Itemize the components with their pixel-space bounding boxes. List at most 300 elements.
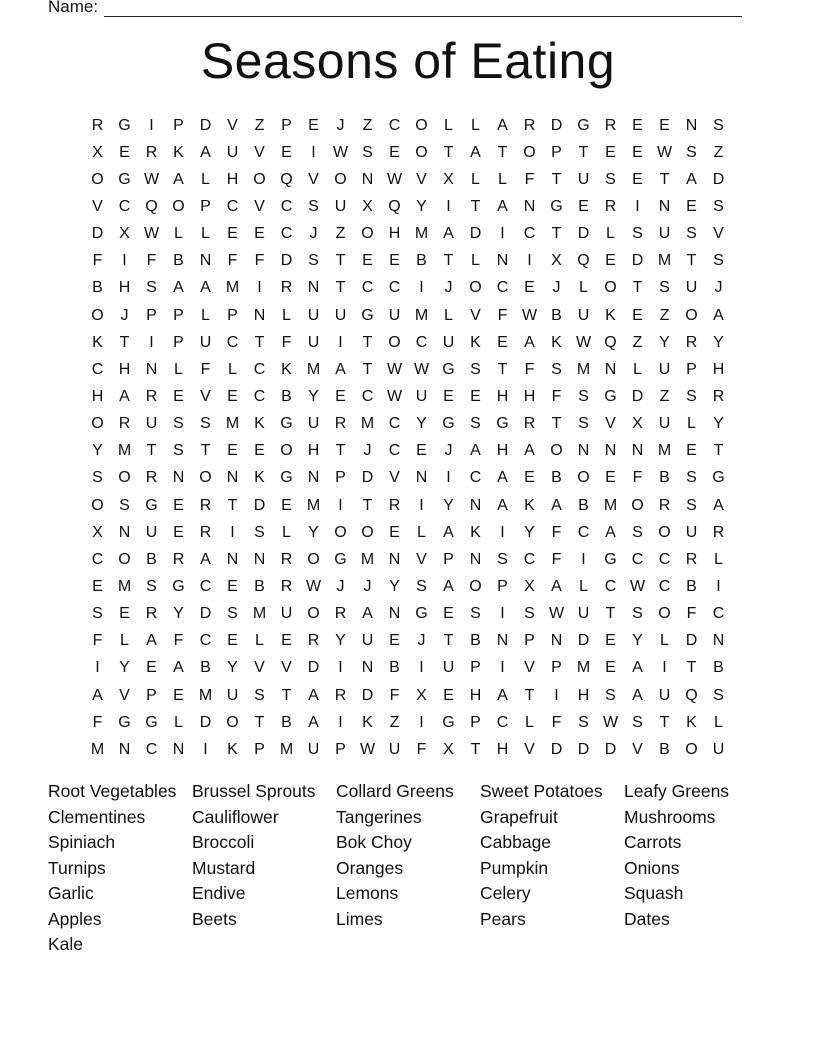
grid-letter: S [470,605,481,623]
grid-letter: V [605,415,616,433]
grid-letter: R [685,333,698,351]
grid-letter: O [577,469,590,487]
grid-letter: N [118,740,131,758]
grid-letter: V [416,170,427,188]
grid-letter: E [443,686,454,704]
word-list-item: Endive [192,883,246,903]
grid-letter: S [524,605,535,623]
grid-letter: B [686,577,697,595]
grid-letter: P [686,360,697,378]
grid-row [84,655,732,682]
grid-letter: I [122,252,127,270]
grid-letter: E [227,632,238,650]
grid-letter: A [551,496,562,514]
grid-letter: I [500,523,505,541]
grid-letter: K [227,740,238,758]
grid-letter: R [685,550,698,568]
grid-letter: M [90,740,105,758]
grid-letter: I [338,333,343,351]
grid-letter: S [362,143,373,161]
grid-letter: X [443,170,454,188]
grid-letter: T [335,252,346,270]
name-blank-line [104,2,742,17]
word-list-item: Dates [624,908,670,929]
grid-letter: N [415,469,428,487]
grid-letter: F [551,523,562,541]
grid-letter: T [659,170,670,188]
grid-letter: G [577,116,590,134]
grid-letter: U [685,279,698,297]
grid-letter: P [281,116,292,134]
grid-letter: F [389,686,400,704]
grid-letter: I [635,197,640,215]
grid-letter: A [524,333,535,351]
grid-letter: S [578,713,589,731]
grid-letter: P [470,713,481,731]
page-title: Seasons of Eating [200,33,616,89]
grid-letter: E [632,143,643,161]
grid-letter: F [281,333,292,351]
grid-row [84,519,732,546]
grid-letter: V [92,197,103,215]
grid-letter: X [119,225,130,243]
grid-letter: X [92,143,103,161]
grid-letter: E [119,143,130,161]
grid-letter: Q [577,252,590,270]
word-list-item: Spiniach [48,832,116,852]
grid-letter: R [307,632,320,650]
grid-letter: C [658,577,671,595]
grid-letter: J [444,442,453,460]
grid-letter: S [686,225,697,243]
grid-letter: R [145,387,158,405]
word-list-item: Broccoli [192,832,255,852]
grid-letter: S [632,605,643,623]
grid-letter: A [470,442,481,460]
grid-letter: S [632,225,643,243]
grid-letter: F [551,713,562,731]
grid-letter: E [227,387,238,405]
grid-letter: E [632,170,643,188]
grid-letter: P [146,686,157,704]
grid-letter: E [92,577,103,595]
grid-letter: S [686,469,697,487]
grid-letter: V [632,740,643,758]
grid-letter: O [658,605,671,623]
grid-letter: V [119,686,130,704]
grid-letter: U [577,170,590,188]
grid-letter: Y [443,496,454,514]
grid-row [84,736,732,763]
grid-letter: I [419,659,424,677]
grid-letter: G [145,496,158,514]
grid-letter: P [551,143,562,161]
grid-letter: G [361,306,374,324]
grid-letter: N [577,442,590,460]
grid-letter: I [446,197,451,215]
grid-letter: Q [280,170,293,188]
grid-letter: M [252,605,267,623]
grid-letter: J [363,442,372,460]
grid-letter: T [281,686,292,704]
word-list-item: Mustard [192,857,256,878]
grid-letter: S [659,279,670,297]
grid-letter: B [578,496,589,514]
grid-letter: G [172,577,185,595]
grid-letter: E [659,116,670,134]
word-list-item: Pumpkin [480,857,549,878]
grid-row [84,383,732,410]
grid-letter: F [173,632,184,650]
grid-letter: W [386,170,403,188]
grid-letter: T [524,686,535,704]
grid-letter: P [335,469,346,487]
grid-letter: U [415,387,428,405]
grid-letter: J [552,279,561,297]
grid-letter: B [146,550,157,568]
grid-letter: H [388,225,401,243]
grid-letter: N [604,442,617,460]
grid-letter: U [442,333,455,351]
word-list-item: Cabbage [480,832,552,852]
grid-letter: U [307,740,320,758]
grid-letter: G [118,170,131,188]
grid-letter: N [469,550,482,568]
grid-letter: R [91,116,104,134]
grid-letter: D [361,686,374,704]
grid-letter: R [712,387,725,405]
grid-letter: A [686,170,697,188]
grid-letter: T [605,605,616,623]
grid-letter: T [443,632,454,650]
grid-letter: K [254,469,265,487]
grid-letter: M [117,442,132,460]
grid-row [84,329,732,356]
grid-letter: F [416,740,427,758]
grid-letter: C [280,197,293,215]
grid-letter: S [713,197,724,215]
grid-letter: L [714,550,723,568]
grid-letter: S [119,496,130,514]
grid-letter: L [471,252,480,270]
grid-letter: E [605,143,616,161]
grid-letter: I [500,605,505,623]
grid-letter: N [469,496,482,514]
grid-letter: V [200,387,211,405]
grid-letter: M [414,225,429,243]
grid-letter: O [550,442,563,460]
grid-letter: C [280,225,293,243]
grid-letter: I [419,713,424,731]
grid-letter: V [524,740,535,758]
grid-letter: D [712,170,725,188]
grid-letter: K [92,333,103,351]
grid-row [84,275,732,302]
grid-letter: V [254,143,265,161]
grid-letter: B [200,659,211,677]
grid-row [84,682,732,709]
grid-letter: G [415,605,428,623]
grid-letter: W [386,387,403,405]
grid-letter: U [334,306,347,324]
grid-letter: B [659,469,670,487]
grid-letter: O [280,442,293,460]
grid-letter: E [686,442,697,460]
grid-letter: S [308,197,319,215]
grid-letter: L [444,116,453,134]
grid-letter: F [524,360,535,378]
grid-letter: L [255,632,264,650]
grid-letter: N [496,632,509,650]
word-list-item: Celery [480,883,531,903]
grid-letter: O [658,523,671,541]
grid-letter: R [280,577,293,595]
grid-letter: A [119,387,130,405]
grid-letter: E [605,252,616,270]
grid-letter: A [497,496,508,514]
grid-letter: Y [119,659,130,677]
grid-letter: E [389,632,400,650]
grid-letter: A [200,550,211,568]
grid-letter: W [575,333,592,351]
grid-letter: T [227,496,238,514]
grid-letter: C [91,550,104,568]
grid-letter: L [174,360,183,378]
grid-letter: W [656,143,673,161]
grid-letter: G [442,360,455,378]
grid-letter: E [254,442,265,460]
grid-letter: E [362,252,373,270]
grid-letter: O [388,333,401,351]
grid-letter: A [470,143,481,161]
grid-letter: F [497,306,508,324]
grid-letter: U [388,740,401,758]
grid-letter: I [257,279,262,297]
grid-letter: L [606,225,615,243]
grid-letter: Z [362,116,373,134]
grid-letter: L [579,279,588,297]
grid-letter: B [470,632,481,650]
grid-letter: C [604,577,617,595]
grid-letter: S [605,170,616,188]
grid-letter: N [496,252,509,270]
grid-letter: X [443,740,454,758]
grid-letter: J [714,279,723,297]
grid-letter: O [685,740,698,758]
grid-letter: Z [335,225,346,243]
grid-letter: G [550,197,563,215]
grid-letter: I [149,333,154,351]
grid-letter: B [281,713,292,731]
grid-letter: R [388,496,401,514]
grid-letter: R [145,605,158,623]
grid-letter: L [633,360,642,378]
grid-letter: S [686,387,697,405]
grid-letter: Z [254,116,265,134]
grid-letter: F [686,605,697,623]
grid-row [84,356,732,383]
grid-letter: T [362,360,373,378]
grid-letter: D [631,387,644,405]
grid-letter: O [334,523,347,541]
grid-letter: T [362,496,373,514]
word-list-item: Root Vegetables [48,781,177,801]
grid-letter: W [332,143,349,161]
grid-letter: E [605,469,616,487]
grid-letter: S [146,577,157,595]
grid-letter: J [120,306,129,324]
grid-letter: S [173,442,184,460]
grid-letter: N [172,740,185,758]
grid-letter: U [442,659,455,677]
grid-letter: H [118,279,131,297]
grid-letter: W [359,740,376,758]
grid-letter: R [334,415,347,433]
grid-letter: G [604,550,617,568]
grid-letter: R [145,143,158,161]
grid-letter: S [713,686,724,704]
grid-letter: L [174,225,183,243]
grid-letter: G [496,415,509,433]
grid-letter: C [523,225,536,243]
grid-letter: R [334,686,347,704]
grid-letter: U [307,333,320,351]
grid-letter: S [92,605,103,623]
grid-letter: M [657,252,672,270]
word-list-item: Sweet Potatoes [480,781,603,801]
grid-letter: U [226,686,239,704]
grid-letter: H [523,387,536,405]
grid-letter: Q [604,333,617,351]
grid-letter: D [361,469,374,487]
grid-letter: U [361,632,374,650]
grid-letter: S [551,360,562,378]
grid-letter: D [550,740,563,758]
grid-letter: O [361,523,374,541]
grid-letter: K [470,333,481,351]
grid-letter: Y [659,333,670,351]
grid-letter: Y [173,605,184,623]
grid-letter: W [143,170,160,188]
grid-letter: S [632,713,643,731]
grid-letter: C [388,116,401,134]
grid-letter: H [91,387,104,405]
grid-letter: U [307,415,320,433]
grid-row [84,492,732,519]
grid-letter: C [226,197,239,215]
grid-letter: D [577,225,590,243]
grid-letter: E [578,197,589,215]
grid-letter: C [658,550,671,568]
grid-letter: C [388,442,401,460]
grid-letter: N [361,170,374,188]
grid-letter: F [92,713,103,731]
grid-letter: B [713,659,724,677]
word-list-item: Lemons [336,883,399,903]
grid-letter: S [146,279,157,297]
grid-letter: T [335,442,346,460]
word-list-item: Kale [48,934,84,954]
grid-letter: Z [659,306,670,324]
grid-letter: M [657,442,672,460]
grid-letter: E [281,632,292,650]
grid-letter: E [497,333,508,351]
grid-letter: N [604,360,617,378]
grid-letter: L [282,306,291,324]
grid-letter: P [443,550,454,568]
grid-letter: L [228,360,237,378]
grid-letter: T [632,279,643,297]
grid-letter: I [662,659,667,677]
grid-letter: L [525,713,534,731]
grid-letter: T [362,333,373,351]
grid-letter: P [173,306,184,324]
grid-letter: C [712,605,725,623]
grid-letter: F [92,632,103,650]
grid-letter: E [632,116,643,134]
grid-letter: T [659,713,670,731]
word-list-item: Carrots [624,832,682,852]
grid-letter: O [334,170,347,188]
word-list-item: Turnips [48,857,106,878]
grid-letter: D [199,116,212,134]
grid-letter: L [120,632,129,650]
grid-letter: L [201,306,210,324]
grid-letter: A [443,577,454,595]
grid-letter: T [497,360,508,378]
grid-letter: N [307,279,320,297]
grid-letter: V [713,225,724,243]
grid-letter: O [91,415,104,433]
grid-letter: L [498,170,507,188]
grid-letter: H [496,740,509,758]
grid-letter: B [281,387,292,405]
grid-letter: W [413,360,430,378]
grid-letter: N [712,632,725,650]
grid-letter: K [281,360,292,378]
grid-letter: I [500,225,505,243]
grid-letter: V [524,659,535,677]
grid-letter: O [604,279,617,297]
grid-letter: M [225,415,240,433]
grid-letter: H [469,686,482,704]
grid-letter: R [172,550,185,568]
word-list-item: Oranges [336,857,404,878]
grid-letter: G [442,713,455,731]
grid-letter: D [199,713,212,731]
grid-letter: P [497,577,508,595]
word-list-item: Squash [624,883,684,903]
grid-letter: E [173,496,184,514]
grid-letter: N [388,605,401,623]
grid-letter: B [659,740,670,758]
grid-letter: R [658,496,671,514]
grid-letter: L [201,170,210,188]
grid-letter: B [389,659,400,677]
grid-letter: N [145,360,158,378]
grid-letter: M [603,496,618,514]
grid-letter: I [419,496,424,514]
grid-row [84,465,732,492]
grid-letter: O [631,496,644,514]
grid-letter: D [199,605,212,623]
grid-letter: R [145,469,158,487]
grid-row [84,248,732,275]
grid-letter: I [500,659,505,677]
grid-letter: I [527,252,532,270]
grid-letter: M [225,279,240,297]
grid-letter: Z [713,143,724,161]
